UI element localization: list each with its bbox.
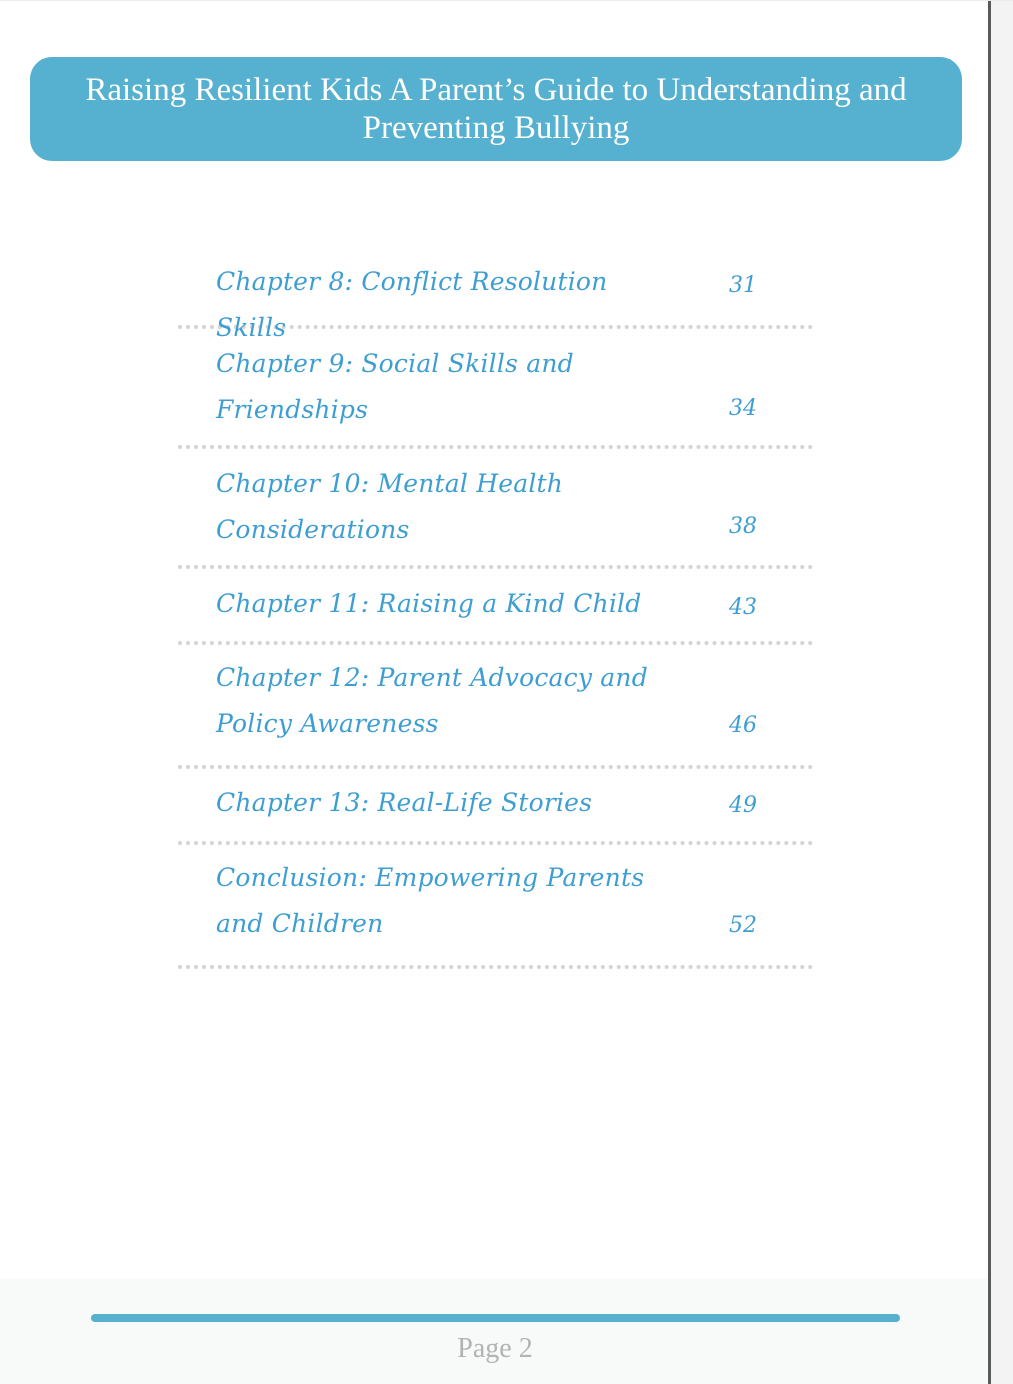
toc-entry-chapter-13[interactable] <box>178 769 813 845</box>
toc-entry-title: Chapter 9: Social Skills and Friendships <box>216 349 574 424</box>
title-banner <box>30 57 962 161</box>
toc-entry-chapter-12[interactable] <box>178 645 813 769</box>
toc-entry-title: Chapter 13: Real-Life Stories <box>216 788 593 817</box>
toc-entry-title: Chapter 12: Parent Advocacy and Policy Awareness <box>216 663 648 738</box>
toc-entry-title: Chapter 8: Conflict Resolution Skills <box>216 267 608 342</box>
toc-entry-page: 43 <box>729 595 757 620</box>
toc-entry-chapter-10[interactable] <box>178 449 813 569</box>
footer-divider <box>91 1314 900 1322</box>
book-title: Raising Resilient Kids A Parent’s Guide to Understanding and Preventing Bullying <box>85 72 907 146</box>
toc-entry-title: Chapter 11: Raising a Kind Child <box>216 589 642 618</box>
toc-entry-chapter-11[interactable] <box>178 569 813 645</box>
toc-entry-page: 38 <box>729 514 757 539</box>
toc-entry-page: 52 <box>729 913 757 938</box>
toc-entry-conclusion[interactable] <box>178 845 813 969</box>
toc-entry-page: 46 <box>729 713 757 738</box>
toc-entry-chapter-8[interactable] <box>178 249 813 342</box>
toc-entry-chapter-9[interactable] <box>178 329 813 449</box>
table-of-contents <box>178 249 813 969</box>
toc-entry-page: 49 <box>729 793 757 818</box>
toc-entry-page: 31 <box>729 273 757 298</box>
toc-entry-page: 34 <box>729 396 757 421</box>
toc-entry-title: Conclusion: Empowering Parents and Children <box>216 863 645 938</box>
page-number: Page 2 <box>457 1333 533 1364</box>
page-edge-shadow <box>988 1 1013 1384</box>
toc-entry-title: Chapter 10: Mental Health Considerations <box>216 469 564 544</box>
